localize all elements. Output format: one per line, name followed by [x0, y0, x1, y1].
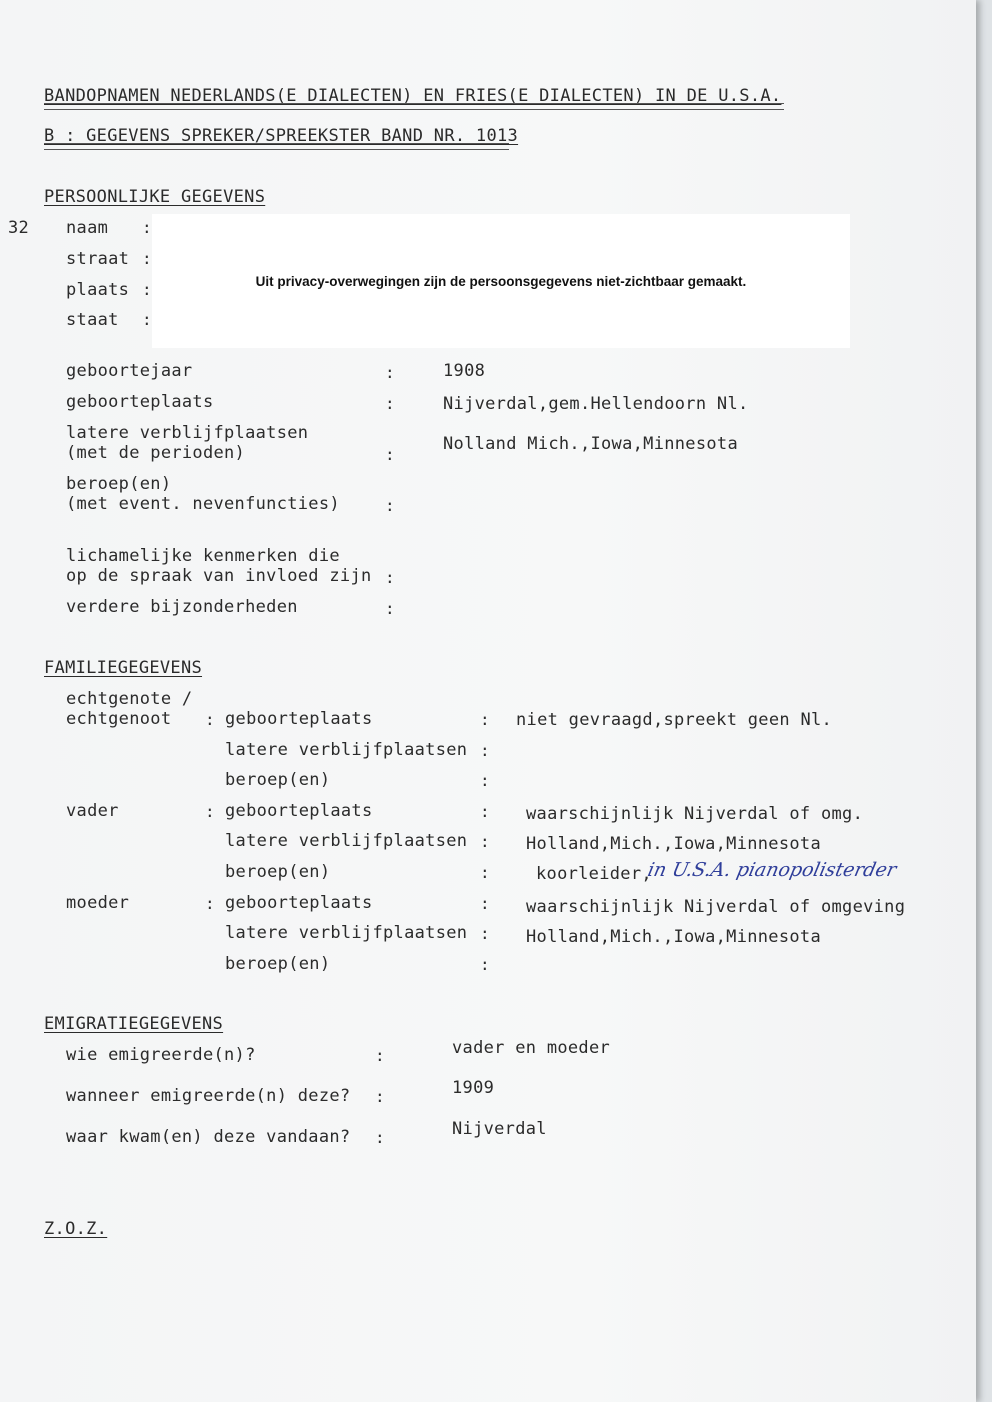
privacy-notice: Uit privacy-overwegingen zijn de persoonsgegevens niet-zichtbaar gemaakt.: [255, 273, 747, 289]
colon: :: [205, 802, 215, 821]
label-wanneer-emigreerde: wanneer emigreerde(n) deze?: [66, 1086, 351, 1106]
label-lichamelijke-kenmerken: lichamelijke kenmerken die op de spraak van invloed zijn: [66, 546, 372, 586]
colon: :: [480, 894, 490, 913]
colon: :: [375, 1087, 385, 1106]
label-waar-vandaan: waar kwam(en) deze vandaan?: [66, 1127, 351, 1147]
field-vader-geboorteplaats: geboorteplaats: [225, 801, 373, 821]
field-moeder-verblijf: latere verblijfplaatsen: [225, 923, 468, 943]
label-verblijfplaatsen: latere verblijfplaatsen (met de perioden): [66, 423, 309, 463]
value-partner-geboorteplaats: niet gevraagd,spreekt geen Nl.: [516, 710, 833, 730]
section-heading-familie: FAMILIEGEGEVENS: [44, 658, 203, 678]
document-subtitle: B : GEGEVENS SPREKER/SPREEKSTER BAND NR. 1013: [44, 126, 519, 146]
label-straat: straat: [66, 249, 130, 269]
label-partner: echtgenote / echtgenoot: [66, 689, 193, 729]
colon: :: [142, 218, 152, 237]
colon: :: [385, 599, 395, 618]
privacy-redaction-box: [152, 214, 850, 348]
section-heading-persoonlijk: PERSOONLIJKE GEGEVENS: [44, 187, 266, 207]
colon: :: [385, 568, 395, 587]
colon: :: [480, 924, 490, 943]
subtitle-double-rule: [44, 143, 509, 150]
title-double-rule: [44, 103, 784, 110]
colon: :: [480, 802, 490, 821]
value-wie-emigreerde: vader en moeder: [452, 1038, 611, 1058]
colon: :: [375, 1046, 385, 1065]
label-beroep: beroep(en) (met event. nevenfuncties): [66, 474, 340, 514]
margin-number: 32: [8, 218, 30, 238]
colon: :: [385, 394, 395, 413]
value-moeder-geboorteplaats: waarschijnlijk Nijverdal of omgeving: [526, 897, 906, 917]
colon: :: [205, 894, 215, 913]
label-plaats: plaats: [66, 280, 130, 300]
colon: :: [480, 771, 490, 790]
value-vader-verblijf: Holland,Mich.,Iowa,Minnesota: [526, 834, 821, 854]
label-vader: vader: [66, 801, 119, 821]
field-partner-geboorteplaats: geboorteplaats: [225, 709, 373, 729]
zoz-footer: Z.O.Z.: [44, 1219, 108, 1239]
colon: :: [375, 1128, 385, 1147]
value-moeder-verblijf: Holland,Mich.,Iowa,Minnesota: [526, 927, 821, 947]
value-verblijfplaatsen: Nolland Mich.,Iowa,Minnesota: [443, 434, 738, 454]
value-wanneer-emigreerde: 1909: [452, 1078, 495, 1098]
colon: :: [480, 710, 490, 729]
label-moeder: moeder: [66, 893, 130, 913]
colon: :: [142, 280, 152, 299]
value-vader-geboorteplaats: waarschijnlijk Nijverdal of omg.: [526, 804, 864, 824]
colon: :: [480, 741, 490, 760]
colon: :: [385, 445, 395, 464]
value-geboorteplaats: Nijverdal,gem.Hellendoorn Nl.: [443, 394, 749, 414]
document-title: BANDOPNAMEN NEDERLANDS(E DIALECTEN) EN FRIES(E DIALECTEN) IN DE U.S.A.: [44, 86, 782, 106]
label-bijzonderheden: verdere bijzonderheden: [66, 597, 298, 617]
section-heading-emigratie: EMIGRATIEGEGEVENS: [44, 1014, 224, 1034]
colon: :: [480, 832, 490, 851]
handwritten-note: in U.S.A. pianopolisterder: [645, 859, 899, 881]
colon: :: [142, 310, 152, 329]
colon: :: [480, 955, 490, 974]
label-geboortejaar: geboortejaar: [66, 361, 193, 381]
field-partner-beroep: beroep(en): [225, 770, 331, 790]
value-waar-vandaan: Nijverdal: [452, 1119, 547, 1139]
label-staat: staat: [66, 310, 119, 330]
field-moeder-geboorteplaats: geboorteplaats: [225, 893, 373, 913]
colon: :: [385, 496, 395, 515]
value-geboortejaar: 1908: [443, 361, 486, 381]
label-naam: naam: [66, 218, 109, 238]
colon: :: [142, 249, 152, 268]
field-vader-verblijf: latere verblijfplaatsen: [225, 831, 468, 851]
label-geboorteplaats: geboorteplaats: [66, 392, 214, 412]
value-vader-beroep: koorleider,: [536, 864, 652, 884]
field-partner-verblijf: latere verblijfplaatsen: [225, 740, 468, 760]
field-vader-beroep: beroep(en): [225, 862, 331, 882]
colon: :: [480, 863, 490, 882]
colon: :: [205, 710, 215, 729]
colon: :: [385, 363, 395, 382]
label-wie-emigreerde: wie emigreerde(n)?: [66, 1045, 256, 1065]
field-moeder-beroep: beroep(en): [225, 954, 331, 974]
